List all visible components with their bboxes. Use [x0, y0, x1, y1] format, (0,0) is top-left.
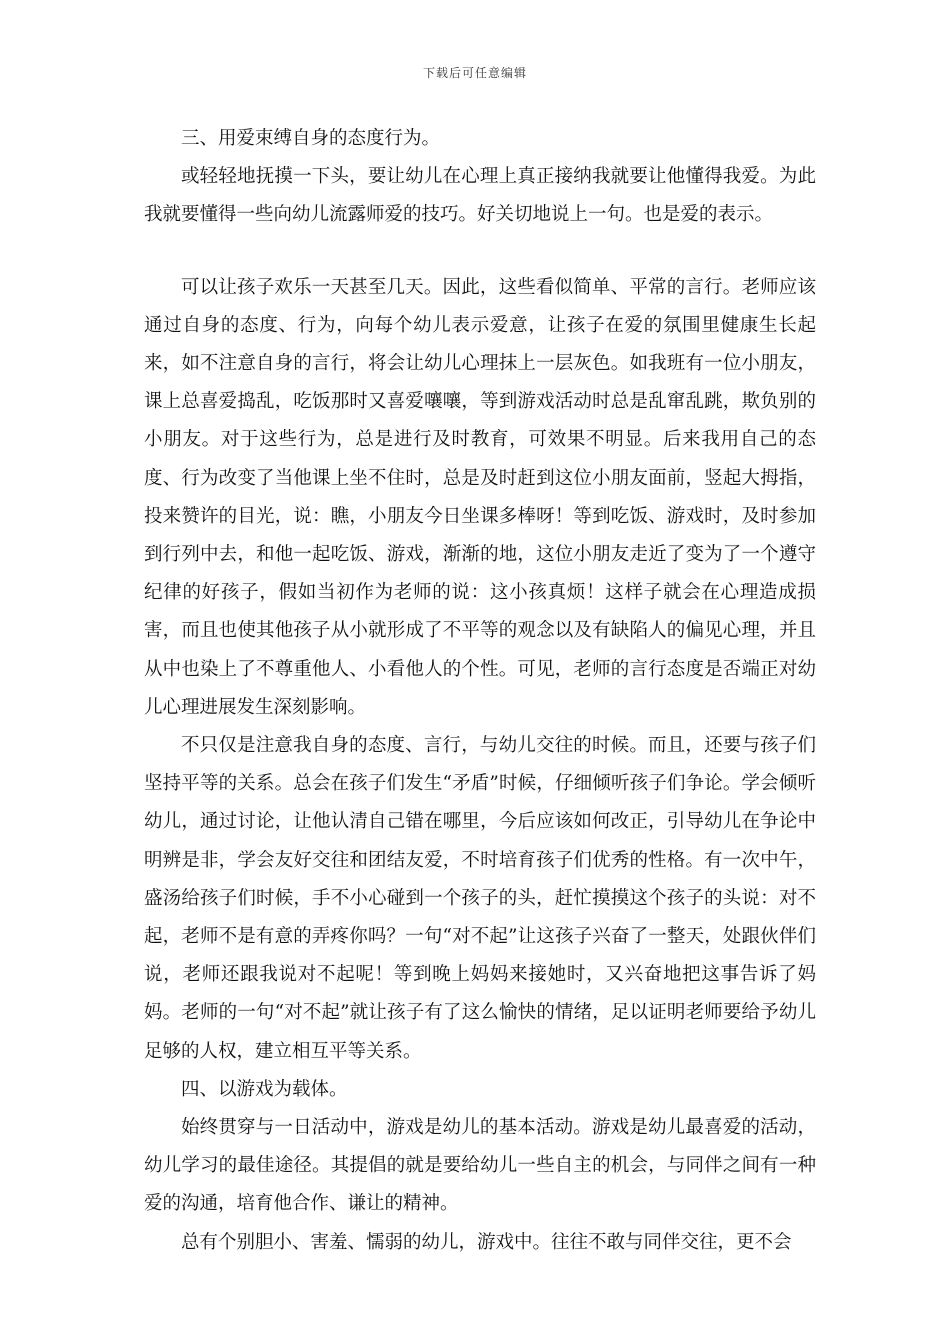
- paragraph: 或轻轻地抚摸一下头，要让幼儿在心理上真正接纳我就要让他懂得我爱。为此我就要懂得一些向幼儿流露师爱的技巧。好关切地说上一句。也是爱的表示。: [144, 166, 816, 226]
- page-header: 下载后可任意编辑: [422, 66, 527, 80]
- paragraph: 可以让孩子欢乐一天甚至几天。因此，这些看似简单、平常的言行。老师应该通过自身的态度、行为，向每个幼儿表示爱意，让孩子在爱的氛围里健康生长起来，如不注意自身的言行，将会让幼儿心理抹上一层灰色。如我班有一位小朋友，课上总喜爱捣乱，吃饭那时又喜爱嚷嚷，等到游戏活动时总是乱窜乱跳，欺负别的小朋友。对于这些行为，总是进行及时教育，可效果不明显。后来我用自己的态度、行为改变了当他课上坐不住时，总是及时赶到这位小朋友面前，竖起大拇指，投来赞许的目光，说：瞧，小朋友今日坐课多棒呀！等到吃饭、游戏时，及时参加到行列中去，和他一起吃饭、游戏，渐渐的地，这位小朋友走近了变为了一个遵守纪律的好孩子，假如当初作为老师的说：这小孩真烦！这样子就会在心理造成损害，而且也使其他孩子从小就形成了不平等的观念以及有缺陷人的偏见心理，并且从中也染上了不尊重他人、小看他人的个性。可见，老师的言行态度是否端正对幼儿心理进展发生深刻影响。: [144, 276, 816, 718]
- paragraph: 不只仅是注意我自身的态度、言行，与幼儿交往的时候。而且，还要与孩子们坚持平等的关系。总会在孩子们发生“矛盾”时候，仔细倾听孩子们争论。学会倾听幼儿，通过讨论，让他认清自己错在哪里，今后应该如何改正，引导幼儿在争论中明辨是非，学会友好交往和团结友爱，不时培育孩子们优秀的性格。有一次中午，盛汤给孩子们时候，手不小心碰到一个孩子的头，赶忙摸摸这个孩子的头说：对不起，老师不是有意的弄疼你吗？一句“对不起”让这孩子兴奋了一整天，处跟伙伴们说，老师还跟我说对不起呢！等到晚上妈妈来接她时，又兴奋地把这事告诉了妈妈。老师的一句“对不起”就让孩子有了这么愉快的情绪，足以证明老师要给予幼儿足够的人权，建立相互平等关系。: [144, 735, 816, 1062]
- paragraph-gap: [144, 235, 816, 269]
- section-heading-three: 三、用爱束缚自身的态度行为。: [181, 128, 441, 149]
- document-body: [144, 120, 816, 1262]
- paragraph: 始终贯穿与一日活动中，游戏是幼儿的基本活动。游戏是幼儿最喜爱的活动，幼儿学习的最佳途径。其提倡的就是要给幼儿一些自主的机会，与同伴之间有一种爱的沟通，培育他合作、谦让的精神。: [144, 1117, 816, 1215]
- paragraph: 总有个别胆小、害羞、懦弱的幼儿，游戏中。往往不敢与同伴交往，更不会: [181, 1231, 792, 1253]
- section-heading-four: 四、以游戏为载体。: [181, 1078, 348, 1100]
